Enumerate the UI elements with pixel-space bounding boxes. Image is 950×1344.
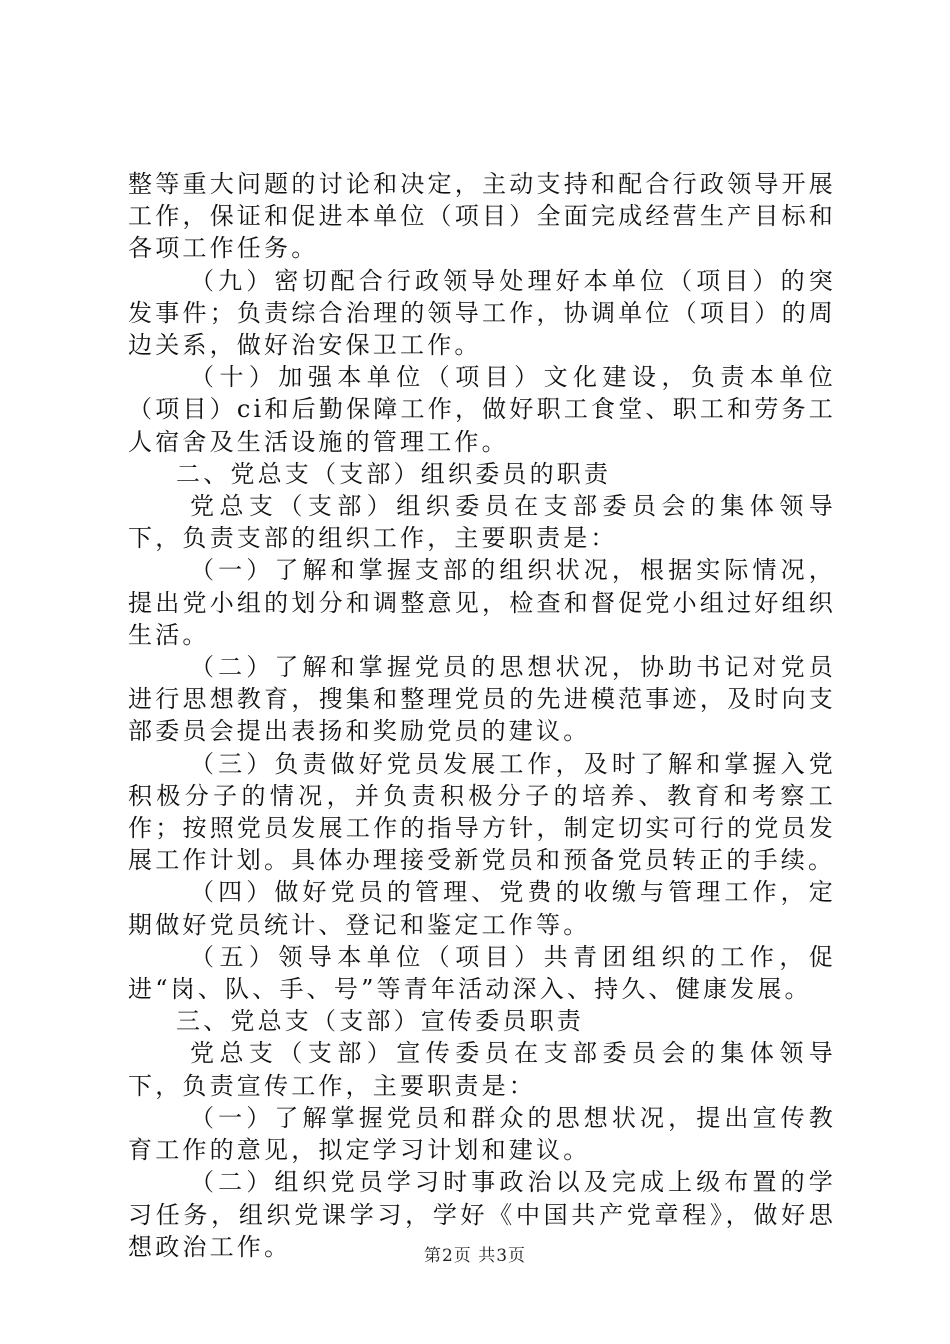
section-heading-2: 二、党总支（支部）组织委员的职责 [176,459,612,488]
document-body [128,168,836,1263]
paragraph-org-item-1: （一）了解和掌握支部的组织状况，根据实际情况，提出党小组的划分和调整意见，检查和督促党小组过好组织生活。 [128,556,836,649]
paragraph-org-item-5: （五）领导本单位（项目）共青团组织的工作，促进“岗、队、手、号”等青年活动深入、持久、健康发展。 [128,942,836,1004]
paragraph-prop-item-2: （二）组织党员学习时事政治以及完成上级布置的学习任务，组织党课学习，学好《中国共产党章程》，做好思想政治工作。 [128,1168,836,1261]
paragraph-propaganda-intro: 党总支（支部）宣传委员在支部委员会的集体领导下，负责宣传工作，主要职责是： [128,1039,836,1100]
page-footer: 第2页 共3页 [423,1246,527,1266]
paragraph-org-item-3: （三）负责做好党员发展工作，及时了解和掌握入党积极分子的情况，并负责积极分子的培养、教育和考察工作；按照党员发展工作的指导方针，制定切实可行的党员发展工作计划。具体办理接受新党员和预备党员转正的手续。 [128,749,836,875]
paragraph-item-10: （十）加强本单位（项目）文化建设，负责本单位（项目）ci和后勤保障工作，做好职工食堂、职工和劳务工人宿舍及生活设施的管理工作。 [128,363,836,456]
paragraph-item-9: （九）密切配合行政领导处理好本单位（项目）的突发事件；负责综合治理的领导工作，协调单位（项目）的周边关系，做好治安保卫工作。 [128,266,836,360]
paragraph-continuation: 整等重大问题的讨论和决定，主动支持和配合行政领导开展工作，保证和促进本单位（项目）全面完成经营生产目标和各项工作任务。 [128,170,836,263]
paragraph-org-item-4: （四）做好党员的管理、党费的收缴与管理工作，定期做好党员统计、登记和鉴定工作等。 [128,878,836,939]
paragraph-organization-intro: 党总支（支部）组织委员在支部委员会的集体领导下，负责支部的组织工作，主要职责是： [128,492,836,553]
section-heading-3: 三、党总支（支部）宣传委员职责 [176,1007,584,1036]
paragraph-org-item-2: （二）了解和掌握党员的思想状况，协助书记对党员进行思想教育，搜集和整理党员的先进模范事迹，及时向支部委员会提出表扬和奖励党员的建议。 [128,653,836,746]
paragraph-prop-item-1: （一）了解掌握党员和群众的思想状况，提出宣传教育工作的意见，拟定学习计划和建议。 [128,1103,836,1165]
